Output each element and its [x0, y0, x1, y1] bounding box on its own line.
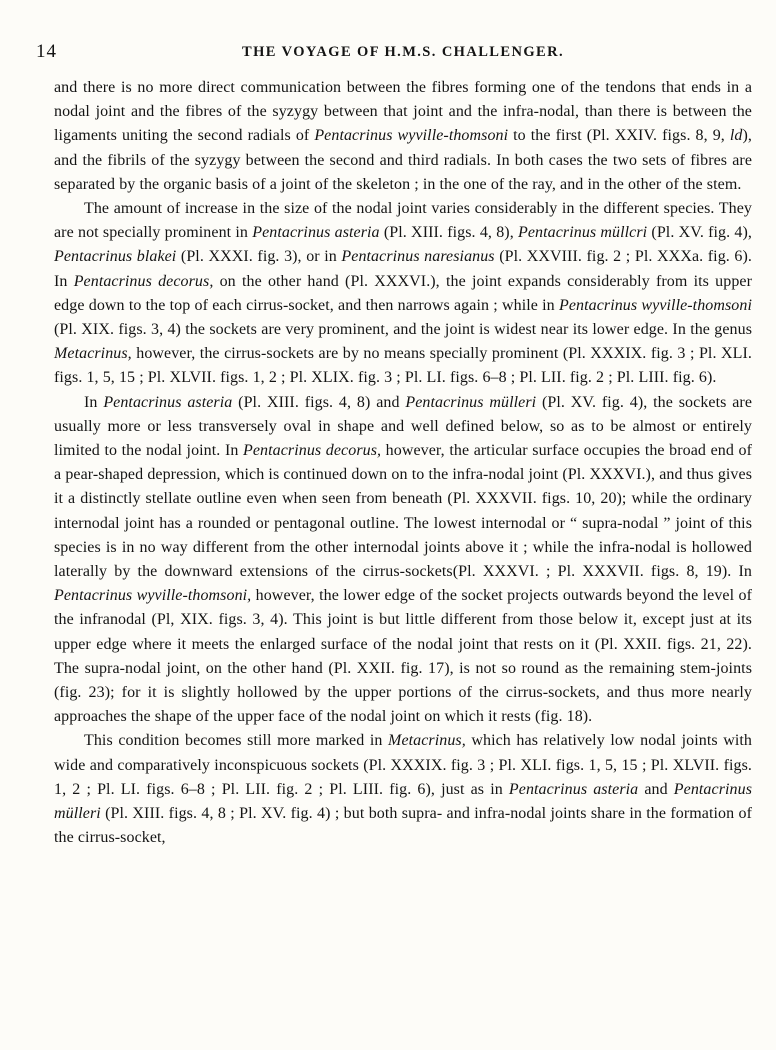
genus-name: Metacrinus,	[388, 732, 466, 750]
species-name: Pentacrinus naresianus	[341, 248, 495, 266]
page-number: 14	[36, 41, 57, 62]
genus-name: Metacrinus,	[54, 345, 132, 363]
paragraph-1	[54, 76, 752, 197]
species-name: Pentacrinus müllcri	[518, 224, 648, 242]
text-run: ), and the fibrils of the syzygy between the second and third radials. In both cases the two sets of fibres are separated by the organic basis of a joint of the skeleton ; in the one of the ray, and in the other of the stem.	[54, 127, 753, 193]
figure-label: ld	[729, 127, 743, 145]
text-run: (Pl. XIII. figs. 4, 8 ; Pl. XV. fig. 4) ; but both supra- and infra-nodal joints share in the formation of the cirrus-socket,	[54, 805, 752, 847]
text-run: on the other hand (Pl. XXXVI.), the joint expands considerably from its upper edge down to the top of each cirrus-socket, and then narrows again ; while in	[54, 272, 752, 314]
body-text	[54, 76, 752, 851]
text-run: (Pl. XV. fig. 4),	[647, 224, 753, 242]
species-name: Pentacrinus asteria	[508, 780, 639, 798]
text-run: (Pl. XXVIII. fig. 2 ; Pl. XXXa. fig. 6). In	[54, 248, 752, 290]
species-name: Pentacrinus wyville-thomsoni,	[54, 587, 252, 605]
running-title: THE VOYAGE OF H.M.S. CHALLENGER.	[242, 44, 564, 60]
running-head	[36, 38, 752, 66]
text-run: The amount of increase in the size of the nodal joint varies considerably in the different species. They are not specially prominent in	[54, 200, 752, 242]
text-run: and there is no more direct communication between the fibres forming one of the tendons that ends in a nodal joint and the fibres of the syzygy between that joint and the infra-nodal, than there is between the ligaments uniting the second radials of	[54, 79, 752, 145]
text-run: (Pl. XV. fig. 4), the sockets are usually more or less transversely oval in shape and well defined below, so as to be almost or entirely limited to the nodal joint. In	[54, 393, 752, 460]
text-run: and	[638, 780, 674, 798]
species-name: Pentacrinus blakei	[54, 248, 177, 266]
species-name: Pentacrinus asteria	[103, 393, 233, 411]
species-name: Pentacrinus wyville-thomsoni	[558, 296, 752, 314]
species-name: Pentacrinus decorus,	[243, 442, 382, 460]
species-name: Pentacrinus decorus,	[73, 272, 214, 290]
text-run: which has relatively low nodal joints with wide and comparatively inconspicuous sockets (Pl. XXXIX. fig. 3 ; Pl. XLI. figs. 1, 5, 15 ; Pl. XLVII. figs. 1, 2 ; Pl. LI. figs. 6–8 ; Pl. LII. fig. 2 ; Pl. LIII. fig. 6), just as in	[54, 732, 753, 798]
text-run: (Pl. XXXI. fig. 3), or in	[176, 248, 342, 266]
paragraph-2	[54, 197, 752, 391]
text-run: In	[84, 393, 104, 411]
text-run: (Pl. XIII. figs. 4, 8) and	[232, 393, 406, 411]
paragraph-3	[54, 391, 752, 730]
paragraph-4	[54, 729, 752, 850]
text-run: however, the cirrus-sockets are by no means specially prominent (Pl. XXXIX. fig. 3 ; Pl. XLI. figs. 1, 5, 15 ; Pl. XLVII. figs. 1, 2 ; Pl. XLIX. fig. 3 ; Pl. LI. figs. 6–8 ; Pl. LII. fig. 2 ; Pl. LIII. fig. 6).	[54, 345, 752, 387]
text-run: however, the lower edge of the socket projects outwards beyond the level of the infranodal (Pl, XIX. figs. 3, 4). This joint is but little different from those below it, except just at its upper edge where it meets the enlarged surface of the nodal joint that rests on it (Pl. XXII. figs. 21, 22). The supra-nodal joint, on the other hand (Pl. XXII. fig. 17), is not so round as the remaining stem-joints (fig. 23); for it is slightly hollowed by the upper portions of the cirrus-sockets, and thus more nearly approaches the shape of the upper face of the nodal joint on which it rests (fig. 18).	[54, 587, 752, 726]
species-name: Pentacrinus wyville-thomsoni	[314, 127, 509, 145]
text-run: (Pl. XIX. figs. 3, 4) the sockets are very prominent, and the joint is widest near its lower edge. In the genus	[54, 321, 752, 339]
species-name: Pentacrinus mülleri	[405, 393, 537, 411]
species-name: Pentacrinus asteria	[252, 224, 380, 242]
text-run: to the first (Pl. XXIV. figs. 8, 9,	[508, 127, 730, 145]
text-run: (Pl. XIII. figs. 4, 8),	[379, 224, 518, 242]
text-run: however, the articular surface occupies the broad end of a pear-shaped depression, which is continued down on to the infra-nodal joint (Pl. XXXVI.), and thus gives it a distinctly stellate outline even when seen from beneath (Pl. XXXVII. figs. 10, 20); while the ordinary internodal joint has a rounded or pentagonal outline. The lowest internodal or “ supra-nodal ” joint of this species is in no way different from the other internodal joints above it ; while the infra-nodal is hollowed laterally by the downward extensions of the cirrus-sockets(Pl. XXXVI. ; Pl. XXXVII. figs. 8, 19). In	[54, 442, 753, 581]
text-run: This condition becomes still more marked in	[84, 732, 389, 750]
species-name: Pentacrinus mülleri	[54, 780, 752, 823]
